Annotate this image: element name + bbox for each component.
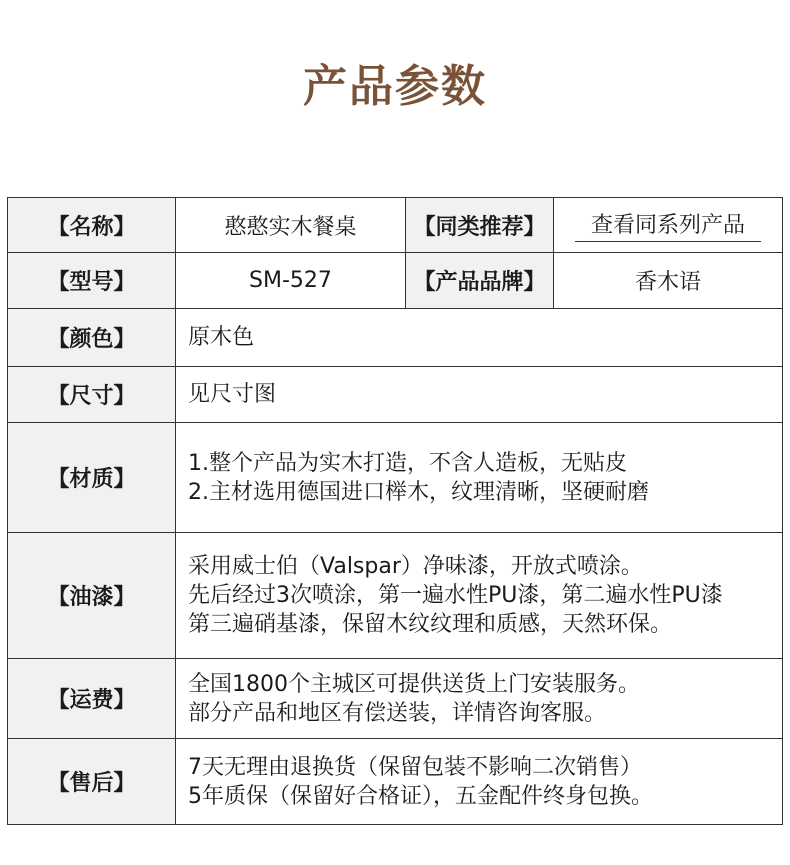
- related-label: 【同类推荐】: [406, 198, 554, 253]
- name-value: 憨憨实木餐桌: [176, 198, 406, 253]
- shipping-label: 【运费】: [8, 659, 176, 739]
- related-cell: [554, 198, 783, 253]
- color-label: 【颜色】: [8, 309, 176, 367]
- row-shipping: [8, 659, 783, 739]
- aftersale-label: 【售后】: [8, 739, 176, 825]
- size-value: 见尺寸图: [176, 367, 783, 423]
- model-label: 【型号】: [8, 253, 176, 309]
- shipping-value: [176, 659, 783, 739]
- brand-value: 香木语: [554, 253, 783, 309]
- color-value: 原木色: [176, 309, 783, 367]
- product-params-table: [7, 197, 783, 825]
- row-name: [8, 198, 783, 253]
- material-line-2: 2.主材选用德国进口榉木，纹理清晰，坚硬耐磨: [188, 479, 649, 505]
- row-color: [8, 309, 783, 367]
- shipping-line-2: 部分产品和地区有偿送装，详情咨询客服。: [188, 700, 607, 726]
- material-line-1: 1.整个产品为实木打造，不含人造板，无贴皮: [188, 450, 627, 476]
- paint-line-2: 先后经过3次喷涂，第一遍水性PU漆，第二遍水性PU漆: [188, 583, 723, 608]
- material-label: 【材质】: [8, 423, 176, 533]
- brand-label: 【产品品牌】: [406, 253, 554, 309]
- paint-line-3: 第三遍硝基漆，保留木纹纹理和质感，天然环保。: [188, 612, 673, 637]
- row-size: [8, 367, 783, 423]
- row-paint: [8, 533, 783, 659]
- page-title: 产品参数: [303, 61, 487, 112]
- row-material: [8, 423, 783, 533]
- size-label: 【尺寸】: [8, 367, 176, 423]
- paint-line-1: 采用威士伯（Valspar）净味漆，开放式喷涂。: [188, 554, 643, 579]
- paint-label: 【油漆】: [8, 533, 176, 659]
- aftersale-line-2: 5年质保（保留好合格证），五金配件终身包换。: [188, 783, 653, 809]
- aftersale-line-1: 7天无理由退换货（保留包装不影响二次销售）: [188, 754, 642, 780]
- name-label: 【名称】: [8, 198, 176, 253]
- model-value: SM-527: [176, 253, 406, 309]
- row-model: [8, 253, 783, 309]
- shipping-line-1: 全国1800个主城区可提供送货上门安装服务。: [188, 671, 640, 697]
- material-value: [176, 423, 783, 533]
- paint-value: [176, 533, 783, 659]
- row-aftersale: [8, 739, 783, 825]
- related-products-link[interactable]: 查看同系列产品: [575, 208, 761, 242]
- aftersale-value: [176, 739, 783, 825]
